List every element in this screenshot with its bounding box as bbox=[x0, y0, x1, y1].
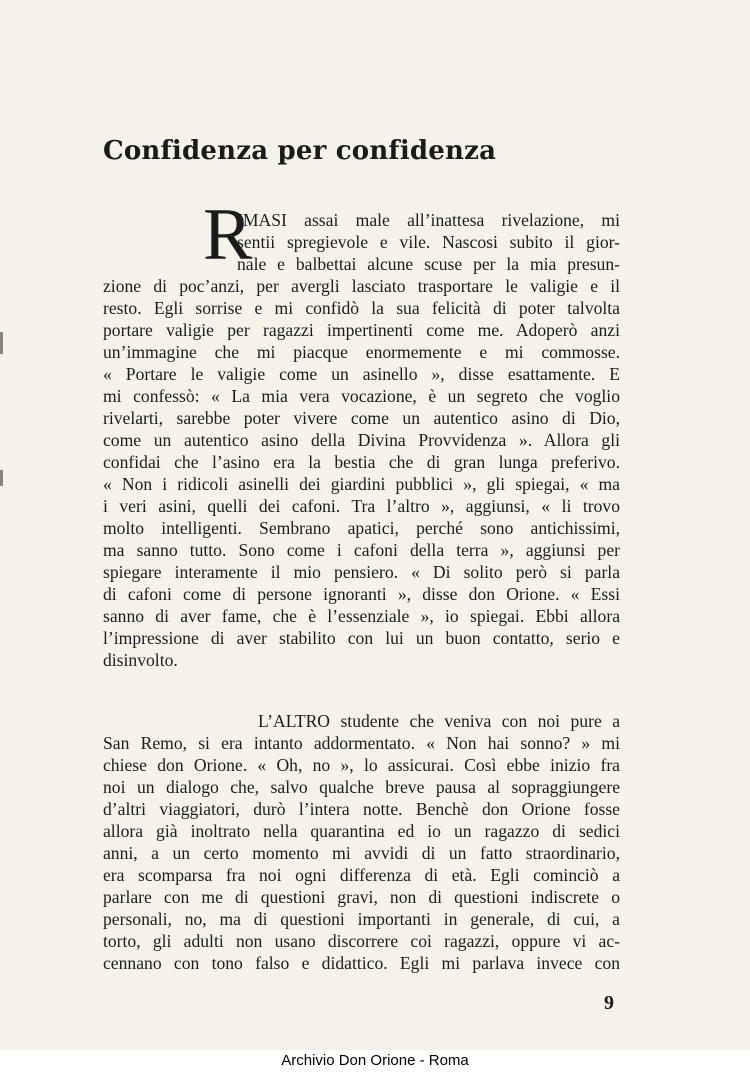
text-line: di cafoni come di persone ignoranti », disse don Orione. « Essi bbox=[103, 584, 620, 604]
text-line: resto. Egli sorrise e mi confidò la sua felicità di poter talvolta bbox=[103, 298, 620, 318]
text-line: L’ALTRO studente che veniva con noi pure a bbox=[258, 711, 620, 731]
paragraph-1 bbox=[103, 209, 620, 671]
text-line: anni, a un certo momento mi avvidi di un fatto straordinario, bbox=[103, 843, 620, 863]
scan-edge-mark bbox=[0, 470, 3, 486]
drop-cap: R bbox=[203, 194, 253, 276]
page-number: 9 bbox=[604, 992, 614, 1014]
archive-footer bbox=[0, 1050, 750, 1075]
text-line: confidai che l’asino era la bestia che di gran lunga preferivo. bbox=[103, 452, 620, 472]
text-line: allora già inoltrato nella quarantina ed io un ragazzo di sedici bbox=[103, 821, 620, 841]
text-line: disinvolto. bbox=[103, 650, 178, 670]
text-line: spiegare interamente il mio pensiero. « Di solito però si parla bbox=[103, 562, 620, 582]
footer-text: Archivio Don Orione - Roma bbox=[281, 1052, 469, 1069]
text-line: un’immagine che mi piacque enormemente e mi commosse. bbox=[103, 342, 620, 362]
text-line: sentii spregievole e vile. Nascosi subito il gior- bbox=[237, 232, 620, 252]
text-line: chiese don Orione. « Oh, no », lo assicurai. Così ebbe inizio fra bbox=[103, 755, 620, 775]
text-line: d’altri viaggiatori, durò l’intera notte. Benchè don Orione fosse bbox=[103, 799, 620, 819]
text-line: molto intelligenti. Sembrano apatici, perché sono antichissimi, bbox=[103, 518, 620, 538]
text-line: nale e balbettai alcune scuse per la mia presun- bbox=[237, 254, 620, 274]
scan-edge-mark bbox=[0, 332, 3, 354]
text-line: parlare con me di questioni gravi, non di questioni indiscrete o bbox=[103, 887, 620, 907]
text-line: IMASI assai male all’inattesa rivelazione, mi bbox=[237, 210, 620, 230]
text-line: zione di poc’anzi, per avergli lasciato trasportare le valigie e il bbox=[103, 276, 620, 296]
text-line: cennano con tono falso e didattico. Egli mi parlava invece con bbox=[103, 953, 620, 973]
text-line: come un autentico asino della Divina Provvidenza ». Allora gli bbox=[103, 430, 620, 450]
text-line: torto, gli adulti non usano discorrere coi ragazzi, oppure vi ac- bbox=[103, 931, 620, 951]
paragraph-2 bbox=[103, 710, 620, 974]
text-line: « Portare le valigie come un asinello », disse esattamente. E bbox=[103, 364, 620, 384]
text-line: personali, no, ma di questioni importanti in generale, di cui, a bbox=[103, 909, 620, 929]
text-line: sanno di aver fame, che è l’essenziale », io spiegai. Ebbi allora bbox=[103, 606, 620, 626]
text-line: mi confessò: « La mia vera vocazione, è un segreto che voglio bbox=[103, 386, 620, 406]
text-line: era scomparsa fra noi ogni differenza di età. Egli cominciò a bbox=[103, 865, 620, 885]
text-line: ma sanno tutto. Sono come i cafoni della terra », aggiunsi per bbox=[103, 540, 620, 560]
text-line: i veri asini, quelli dei cafoni. Tra l’altro », aggiunsi, « li trovo bbox=[103, 496, 620, 516]
text-line: rivelarti, sarebbe poter vivere come un autentico asino di Dio, bbox=[103, 408, 620, 428]
text-line: l’impressione di aver stabilito con lui un buon contatto, serio e bbox=[103, 628, 620, 648]
text-line: noi un dialogo che, salvo qualche breve pausa al sopraggiungere bbox=[103, 777, 620, 797]
text-line: portare valigie per ragazzi impertinenti come me. Adoperò anzi bbox=[103, 320, 620, 340]
text-line: San Remo, si era intanto addormentato. « Non hai sonno? » mi bbox=[103, 733, 620, 753]
text-line: « Non i ridicoli asinelli dei giardini pubblici », gli spiegai, « ma bbox=[103, 474, 620, 494]
chapter-title: Confidenza per confidenza bbox=[103, 136, 497, 166]
